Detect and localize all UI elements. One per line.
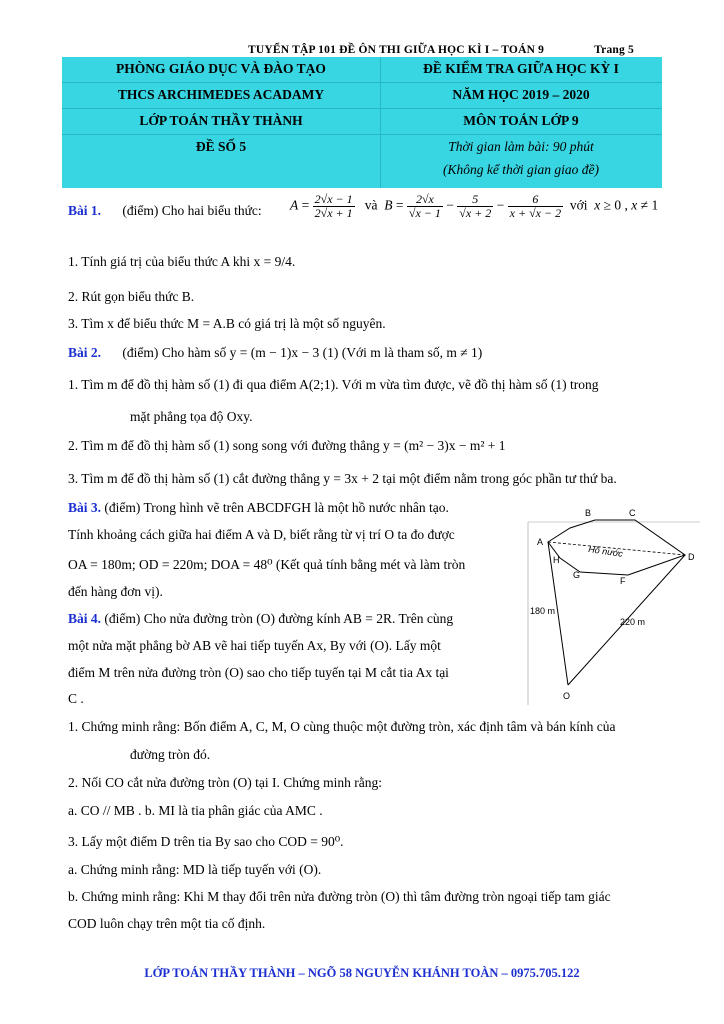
bai2-q1b: mặt phẳng tọa độ Oxy. xyxy=(130,409,253,424)
bai4-q2: 2. Nối CO cắt nửa đường tròn (O) tại I. Chứng minh rằng: xyxy=(68,775,383,790)
bai2-q2: 2. Tìm m để đồ thị hàm số (1) song song với đường thẳng y = (m² − 3)x − m² + 1 xyxy=(68,438,506,453)
bai4-q3b2: COD luôn chạy trên một tia cố định. xyxy=(68,916,266,931)
label-d: D xyxy=(688,552,695,562)
bai3-line4: đến hàng đơn vị). xyxy=(68,584,163,599)
oa-length: 180 m xyxy=(530,606,556,616)
bai2-intro: (điểm) Cho hàm số y = (m − 1)x − 3 (1) (Với m là tham số, m ≠ 1) xyxy=(122,345,483,360)
label-g: G xyxy=(573,570,581,580)
bai1-label: Bài 1. xyxy=(68,203,102,218)
label-o: O xyxy=(563,691,571,701)
label-a: A xyxy=(537,537,544,547)
bai4-q1b: đường tròn đó. xyxy=(130,747,211,762)
bai4-text1: (điểm) Cho nửa đường tròn (O) đường kính AB = 2R. Trên cùng xyxy=(104,611,454,626)
bai4-q3b1: b. Chứng minh rằng: Khi M thay đổi trên nửa đường tròn (O) thì tâm đường tròn ngoại tiếp tam giác xyxy=(68,889,611,904)
info-table xyxy=(62,57,662,188)
bai4-label: Bài 4. xyxy=(68,611,102,626)
time-limit: Thời gian làm bài: 90 phút xyxy=(448,139,594,154)
bai1-formulas: A = $\frac{2√x - 1}{2√x + 1}$ và B = $\frac{2√x}{√x - 1}$ − $\frac{5}{√x + 2}$ − $\frac{6}{x + √x - 2}$ với x ≥ 0 , x ≠ 1 xyxy=(290,192,659,220)
bai4-q3a: a. Chứng minh rằng: MD là tiếp tuyến với (O). xyxy=(68,862,322,877)
lake-figure xyxy=(510,500,710,710)
bai4-q1a: 1. Chứng minh rằng: Bốn điểm A, C, M, O cùng thuộc một đường tròn, xác định tâm và bán kính của xyxy=(68,719,616,734)
bai1-intro: (điểm) Cho hai biểu thức: xyxy=(122,203,262,218)
bai4-q2ab: a. CO // MB . b. MI là tia phân giác của AMC . xyxy=(68,803,323,818)
bai1-intro-line xyxy=(68,203,262,219)
bai1-q1: 1. Tính giá trị của biểu thức A khi x = 9/4. xyxy=(68,254,296,269)
school-name: THCS ARCHIMEDES ACADAMY xyxy=(117,87,325,102)
school-year: NĂM HỌC 2019 – 2020 xyxy=(452,87,590,102)
page-footer: LỚP TOÁN THẦY THÀNH – NGÕ 58 NGUYỄN KHÁNH TOÀN – 0975.705.122 xyxy=(144,966,580,980)
bai4-q3: 3. Lấy một điểm D trên tia By sao cho COD = 90⁰. xyxy=(68,834,344,849)
bai1-q2: 2. Rút gọn biểu thức B. xyxy=(68,289,195,304)
bai3-label: Bài 3. xyxy=(68,500,102,515)
bai3-text1: (điểm) Trong hình vẽ trên ABCDFGH là một hồ nước nhân tạo. xyxy=(104,500,449,515)
bai4-line1 xyxy=(68,611,453,627)
dept-name: PHÒNG GIÁO DỤC VÀ ĐÀO TẠO xyxy=(116,61,326,76)
bai1-q3: 3. Tìm x để biểu thức M = A.B có giá trị là một số nguyên. xyxy=(68,316,386,331)
page-number: Trang 5 xyxy=(594,44,634,56)
od-length: 220 m xyxy=(620,617,646,627)
bai2-label: Bài 2. xyxy=(68,345,102,360)
bai2-q3: 3. Tìm m để đồ thị hàm số (1) cắt đường thẳng y = 3x + 2 tại một điểm nằm trong góc phần tư thứ ba. xyxy=(68,471,617,486)
subject: MÔN TOÁN LỚP 9 xyxy=(463,113,579,128)
bai4-line4: C . xyxy=(68,691,84,706)
bai3-line1 xyxy=(68,500,449,516)
exam-number: ĐỀ SỐ 5 xyxy=(195,139,247,154)
label-b: B xyxy=(585,508,592,518)
exam-title: ĐỀ KIỂM TRA GIỮA HỌC KỲ I xyxy=(423,61,619,76)
lake-label: Hồ nước xyxy=(587,544,624,559)
time-note: (Không kể thời gian giao đề) xyxy=(442,162,600,177)
header-title: TUYỂN TẬP 101 ĐỀ ÔN THI GIỮA HỌC KÌ I – TOÁN 9 xyxy=(248,44,545,56)
bai2-intro-line xyxy=(68,345,482,361)
bai2-q1a: 1. Tìm m để đồ thị hàm số (1) đi qua điểm A(2;1). Với m vừa tìm được, vẽ đồ thị hàm số (1) trong xyxy=(68,377,599,392)
label-h: H xyxy=(553,555,560,565)
bai3-line3: OA = 180m; OD = 220m; DOA = 48⁰ (Kết quả tính bằng mét và làm tròn xyxy=(68,557,466,572)
bai4-line3: điểm M trên nửa đường tròn (O) sao cho tiếp tuyến tại M cắt tia Ax tại xyxy=(68,665,449,680)
class-name: LỚP TOÁN THẦY THÀNH xyxy=(139,113,303,128)
page-header xyxy=(248,44,634,56)
label-f: F xyxy=(620,576,626,586)
bai4-line2: một nửa mặt phẳng bờ AB vẽ hai tiếp tuyến Ax, By với (O). Lấy một xyxy=(68,638,441,653)
bai3-line2: Tính khoảng cách giữa hai điểm A và D, biết rằng từ vị trí O ta đo được xyxy=(68,527,455,542)
label-c: C xyxy=(629,508,636,518)
